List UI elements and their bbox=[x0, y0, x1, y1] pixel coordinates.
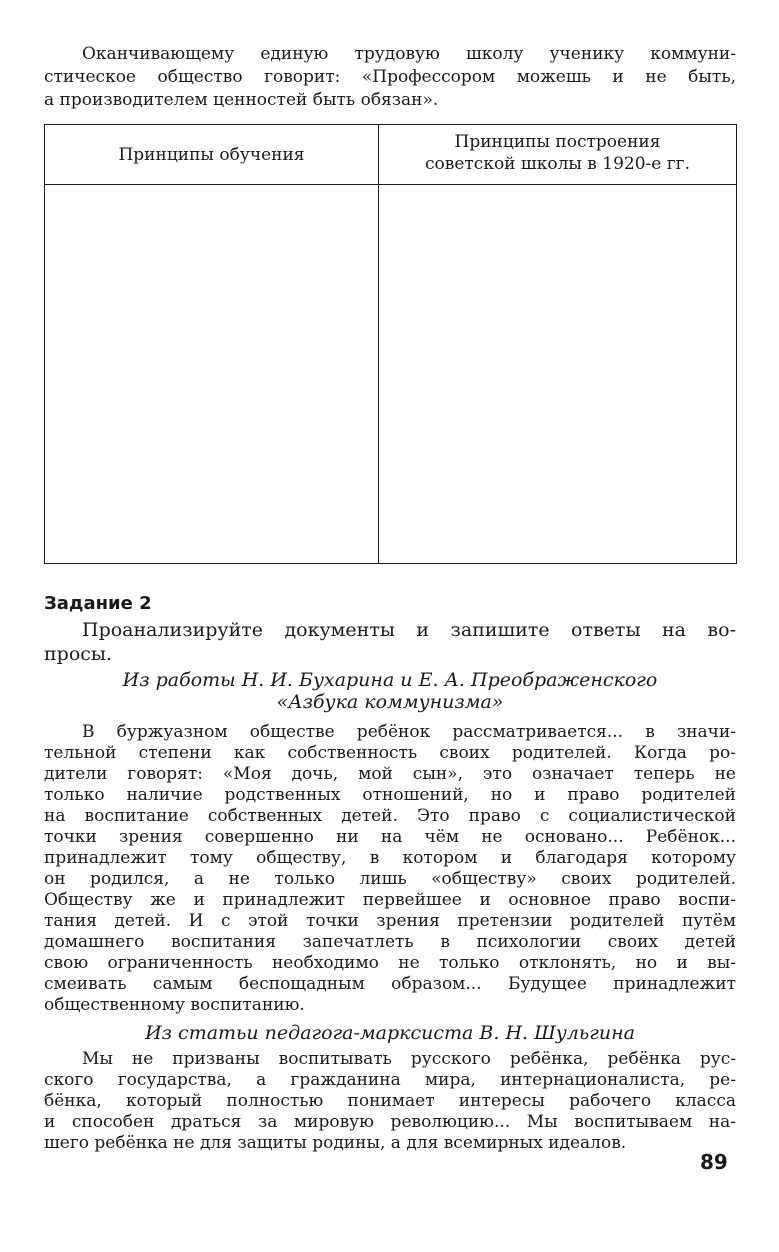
table-cell-left[interactable] bbox=[45, 185, 378, 563]
task-title: Задание 2 bbox=[44, 593, 152, 614]
table-cell-right[interactable] bbox=[380, 185, 736, 563]
intro-line-3: а производителем ценностей быть обязан». bbox=[44, 90, 439, 110]
doc1-text-line: тельной степени как собственность своих родителей. Когда ро- bbox=[44, 743, 736, 763]
doc1-text-line: общественному воспитанию. bbox=[44, 995, 305, 1015]
table-column-divider bbox=[378, 125, 379, 563]
doc2-text-line: и способен драться за мировую революцию... Мы воспитываем на- bbox=[44, 1112, 736, 1132]
doc1-text-line: В буржуазном обществе ребёнок рассматривается... в значи- bbox=[82, 722, 736, 742]
intro-line-2: стическое общество говорит: «Профессором можешь и не быть, bbox=[44, 67, 736, 87]
table-header-school-line-2: советской школы в 1920-е гг. bbox=[425, 154, 690, 174]
doc1-text-line: тания детей. И с этой точки зрения претензии родителей путём bbox=[44, 911, 736, 931]
principles-table bbox=[44, 124, 737, 564]
doc2-source: Из статьи педагога-марксиста В. Н. Шульгина bbox=[145, 1022, 635, 1044]
task-instruction-line-1: Проанализируйте документы и запишите ответы на во- bbox=[82, 619, 736, 641]
doc2-text-line: Мы не призваны воспитывать русского ребёнка, ребёнка рус- bbox=[82, 1049, 736, 1069]
doc1-source-line-2: «Азбука коммунизма» bbox=[276, 691, 504, 713]
doc2-text-line: бёнка, который полностью понимает интересы рабочего класса bbox=[44, 1091, 736, 1111]
doc1-source-line-1: Из работы Н. И. Бухарина и Е. А. Преображенского bbox=[122, 669, 658, 691]
table-header-school-principles bbox=[379, 131, 736, 175]
doc1-text-line: только наличие родственных отношений, но и право родителей bbox=[44, 785, 736, 805]
doc1-text-line: точки зрения совершенно ни на чём не основано... Ребёнок... bbox=[44, 827, 736, 847]
table-header-learning-principles: Принципы обучения bbox=[118, 145, 305, 165]
intro-line-1: Оканчивающему единую трудовую школу ученику коммуни- bbox=[82, 44, 736, 64]
doc1-text-line: смеивать самым беспощадным образом... Будущее принадлежит bbox=[44, 974, 736, 994]
task-instruction-line-2: просы. bbox=[44, 643, 113, 665]
doc1-text-line: Обществу же и принадлежит первейшее и основное право воспи- bbox=[44, 890, 736, 910]
doc2-text-line: шего ребёнка не для защиты родины, а для всемирных идеалов. bbox=[44, 1133, 627, 1153]
doc2-text-line: ского государства, а гражданина мира, интернационалиста, ре- bbox=[44, 1070, 736, 1090]
doc1-text-line: на воспитание собственных детей. Это право с социалистической bbox=[44, 806, 736, 826]
doc1-text-line: дители говорят: «Моя дочь, мой сын», это означает теперь не bbox=[44, 764, 736, 784]
doc1-text-line: свою ограниченность необходимо не только отклонять, но и вы- bbox=[44, 953, 736, 973]
table-header-school-line-1: Принципы построения bbox=[454, 132, 661, 152]
doc1-text-line: принадлежит тому обществу, в котором и благодаря которому bbox=[44, 848, 736, 868]
doc1-text-line: домашнего воспитания запечатлеть в психологии своих детей bbox=[44, 932, 736, 952]
page-number: 89 bbox=[700, 1150, 728, 1174]
doc1-text-line: он родился, а не только лишь «обществу» своих родителей. bbox=[44, 869, 736, 889]
